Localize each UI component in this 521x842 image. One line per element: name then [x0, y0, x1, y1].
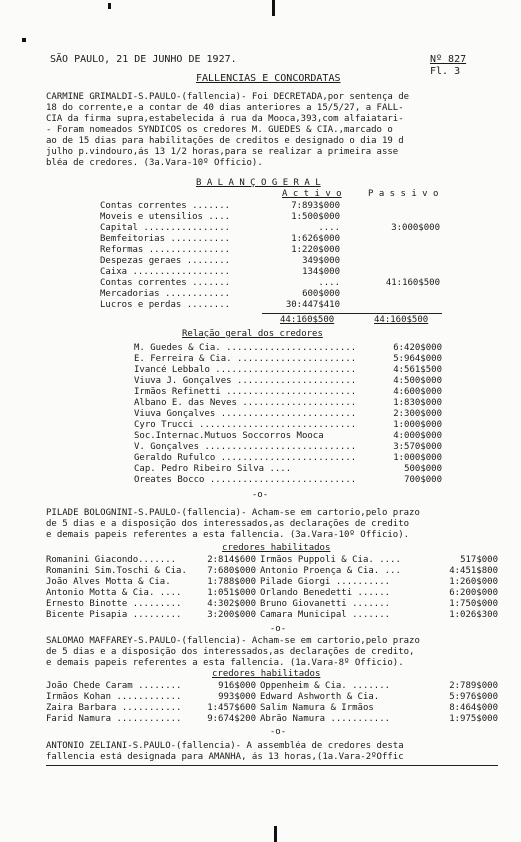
creditor-left-name: Zaira Barbara ...........	[46, 703, 182, 713]
creditor-right-name: Salim Namura & Irmãos	[260, 703, 374, 713]
document-number: Nº 827	[430, 54, 467, 65]
balance-row-activo: 134$000	[302, 267, 340, 277]
creditor-right-value: 1:750$000	[449, 599, 498, 609]
balance-row-name: Caixa ..................	[100, 267, 231, 277]
creditor-right-value: 1:026$300	[449, 610, 498, 620]
case3-paragraph	[46, 636, 498, 669]
balance-row-activo: 1:500$000	[291, 212, 340, 222]
creditor-right-name: Bruno Giovanetti .......	[260, 599, 391, 609]
creditor-left-name: Farid Namura ............	[46, 714, 182, 724]
case2-line: e demais papeis referentes a esta fallencia. (3a.Vara-10º Officio).	[46, 530, 410, 540]
creditor-value: 4:600$000	[393, 387, 442, 397]
creditor-right-value: 8:464$000	[449, 703, 498, 713]
creditor-value: 700$000	[404, 475, 442, 485]
case1-paragraph	[46, 92, 498, 169]
creditor-value: 1:830$000	[393, 398, 442, 408]
case1-line: bléa de credores. (3a.Vara-10º Officio).	[46, 158, 263, 168]
sheet-number: Fl. 3	[430, 66, 461, 77]
case2-creditors-title: credores habilitados	[222, 543, 331, 553]
balance-title: B A L A N Ç O G E R A L	[196, 178, 321, 188]
creditor-value: 4:000$000	[393, 431, 442, 441]
creditor-left-name: Romanini Sim.Toschi & Cia.	[46, 566, 187, 576]
balance-row-activo: 1:220$000	[291, 245, 340, 255]
balance-row-name: Contas correntes .......	[100, 201, 231, 211]
creditor-left-name: Ernesto Binotte .........	[46, 599, 182, 609]
case4-line: fallencia está designada para AMANHÃ, ás 13 horas,(1a.Vara-2ºOffic	[46, 752, 404, 762]
case1-line: - Foram nomeados SYNDICOS os credores M. GUEDES & CIA.,marcado o	[46, 125, 393, 135]
case2-line: PILADE BOLOGNINI-S.PAULO-(fallencia)- Acham-se em cartorio,pelo prazo	[46, 508, 420, 518]
creditor-name: Irmãos Refinetti ........................	[134, 387, 357, 397]
case2-creditors-table	[0, 555, 521, 625]
creditor-right-value: 1:260$000	[449, 577, 498, 587]
creditor-name: Ivancé Lebbalo ..........................	[134, 365, 357, 375]
case3-line: SALOMÃO MAFFAREY-S.PAULO-(fallencia)- Acham-se em cartorio,pelo prazo	[46, 636, 420, 646]
balance-row-passivo: 3:000$000	[391, 223, 440, 233]
creditor-left-name: João Alves Motta & Cia.	[46, 577, 171, 587]
creditor-name: E. Ferreira & Cia. ......................	[134, 354, 357, 364]
scan-mark-left	[22, 38, 26, 42]
case1-line: ao de 15 dias para habilitações de creditos e designado o dia 19 d	[46, 136, 404, 146]
case2-line: de 5 dias e a disposição dos interessados,as declarações de credito	[46, 519, 410, 529]
creditor-value: 6:420$000	[393, 343, 442, 353]
creditor-right-name: Abrão Namura ...........	[260, 714, 391, 724]
creditor-right-name: Orlando Benedetti ......	[260, 588, 391, 598]
case1-separator: -o-	[251, 490, 269, 500]
creditor-left-value: 3:200$000	[207, 610, 256, 620]
case4-paragraph	[46, 741, 498, 763]
creditor-left-value: 2:814$600	[207, 555, 256, 565]
balance-row-passivo: 41:160$500	[385, 278, 440, 288]
creditor-left-value: 4:302$000	[207, 599, 256, 609]
balance-row-activo: 1:626$000	[291, 234, 340, 244]
creditor-left-value: 1:457$600	[207, 703, 256, 713]
creditor-left-name: Irmãos Kohan ............	[46, 692, 182, 702]
balance-row-activo: ....	[318, 278, 340, 288]
creditor-right-name: Irmãos Puppoli & Cia. ....	[260, 555, 401, 565]
case1-line: 18 do corrente,e a contar de 40 dias anteriores a 15/5/27, a FALL-	[46, 103, 404, 113]
creditor-left-value: 1:051$000	[207, 588, 256, 598]
passivo-label: P a s s i v o	[368, 189, 439, 199]
creditor-left-name: Antonio Motta & Cia. ....	[46, 588, 182, 598]
creditor-right-value: 2:789$000	[449, 681, 498, 691]
case1-line: julho p.vindouro,ás 13 1/2 horas,para se realizar a primeira asse	[46, 147, 399, 157]
balance-row-activo: 30:447$410	[285, 300, 340, 310]
creditor-right-value: 517$000	[460, 555, 498, 565]
creditor-left-value: 916$000	[218, 681, 256, 691]
creditor-value: 5:964$000	[393, 354, 442, 364]
case3-creditors-title: credores habilitados	[212, 669, 321, 679]
balance-row-name: Capital ................	[100, 223, 231, 233]
creditor-name: Viuva Gonçalves .........................	[134, 409, 357, 419]
creditor-name: Cyro Trucci .............................	[134, 420, 357, 430]
creditor-left-value: 1:788$000	[207, 577, 256, 587]
bottom-rule	[46, 765, 498, 766]
creditor-name: M. Guedes & Cia. ........................	[134, 343, 357, 353]
creditor-right-value: 5:976$000	[449, 692, 498, 702]
creditor-right-name: Oppenheim & Cia. .......	[260, 681, 391, 691]
creditor-value: 3:570$000	[393, 442, 442, 452]
balance-table	[0, 201, 521, 321]
case2-separator: -o-	[269, 624, 287, 634]
creditor-right-value: 4:451$800	[449, 566, 498, 576]
balance-row-name: Contas correntes .......	[100, 278, 231, 288]
balance-row-activo: 349$000	[302, 256, 340, 266]
creditor-right-name: Pilade Giorgi ..........	[260, 577, 391, 587]
creditor-right-name: Camara Municipal .......	[260, 610, 391, 620]
creditor-left-value: 993$000	[218, 692, 256, 702]
scan-mark-top-left	[108, 3, 111, 9]
creditor-value: 4:500$000	[393, 376, 442, 386]
case3-line: e demais papeis referentes a esta fallencia. (1a.Vara-8º Officio).	[46, 658, 404, 668]
balance-row-name: Mercadorias ............	[100, 289, 231, 299]
balance-total-activo: 44:160$500	[280, 315, 335, 325]
dateline: SÃO PAULO, 21 DE JUNHO DE 1927.	[50, 54, 237, 65]
case3-separator: -o-	[269, 727, 287, 737]
creditor-right-name: Edward Ashworth & Cia.	[260, 692, 380, 702]
creditor-name: Viuva J. Gonçalves ......................	[134, 376, 357, 386]
creditor-right-value: 1:975$000	[449, 714, 498, 724]
balance-total-passivo: 44:160$500	[374, 315, 429, 325]
activo-label: A c t i v o	[282, 189, 342, 199]
creditor-value: 4:561$500	[393, 365, 442, 375]
section-title: FALLENCIAS E CONCORDATAS	[196, 73, 341, 84]
case3-line: de 5 dias e a disposição dos interessados,as declarações de credito,	[46, 647, 415, 657]
case3-creditors-table	[0, 681, 521, 729]
case1-line: CARMINE GRIMALDI-S.PAULO-(fallencia)- Foi DECRETADA,por sentença de	[46, 92, 410, 102]
creditor-name: V. Gonçalves ............................	[134, 442, 357, 452]
creditor-left-value: 7:680$000	[207, 566, 256, 576]
creditor-value: 1:000$000	[393, 420, 442, 430]
creditor-right-value: 6:200$000	[449, 588, 498, 598]
creditor-left-name: Bicente Pisapia .........	[46, 610, 182, 620]
balance-row-activo: 7:893$000	[291, 201, 340, 211]
balance-row-activo: 600$000	[302, 289, 340, 299]
creditor-right-name: Antonio Proença & Cia. ...	[260, 566, 401, 576]
balance-row-activo: ....	[318, 223, 340, 233]
case2-paragraph	[46, 508, 498, 541]
balance-row-name: Bemfeitorias ...........	[100, 234, 231, 244]
creditor-left-value: 9:674$200	[207, 714, 256, 724]
balance-row-name: Despezas geraes ........	[100, 256, 231, 266]
creditor-name: Geraldo Rufulco .........................	[134, 453, 357, 463]
creditor-value: 500$000	[404, 464, 442, 474]
creditor-value: 1:000$000	[393, 453, 442, 463]
case1-creditors-list	[0, 343, 521, 488]
creditor-name: Soc.Internac.Mutuos Soccorros Mooca	[134, 431, 324, 441]
scan-mark-top	[272, 0, 275, 16]
balance-row-name: Moveis e utensilios ....	[100, 212, 231, 222]
creditor-left-name: Romanini Giacondo.......	[46, 555, 177, 565]
creditor-name: Cap. Pedro Ribeiro Silva ....	[134, 464, 292, 474]
case1-creditors-title: Relação geral dos credores	[182, 329, 323, 339]
creditor-name: Oreates Bocco ...........................	[134, 475, 357, 485]
balance-row-name: Lucros e perdas ........	[100, 300, 231, 310]
creditor-value: 2:300$000	[393, 409, 442, 419]
balance-row-name: Reformas ...............	[100, 245, 231, 255]
case1-line: CIA da firma supra,estabelecida á rua da Mooca,393,com alfaiatari-	[46, 114, 404, 124]
creditor-name: Albano E. das Neves .....................	[134, 398, 357, 408]
scan-mark-bottom	[274, 826, 277, 842]
balance-total-rule	[262, 313, 442, 314]
creditor-left-name: João Chede Caram ........	[46, 681, 182, 691]
case4-line: ANTONIO ZELIANI-S.PAULO-(fallencia)- A assembléa de credores desta	[46, 741, 404, 751]
